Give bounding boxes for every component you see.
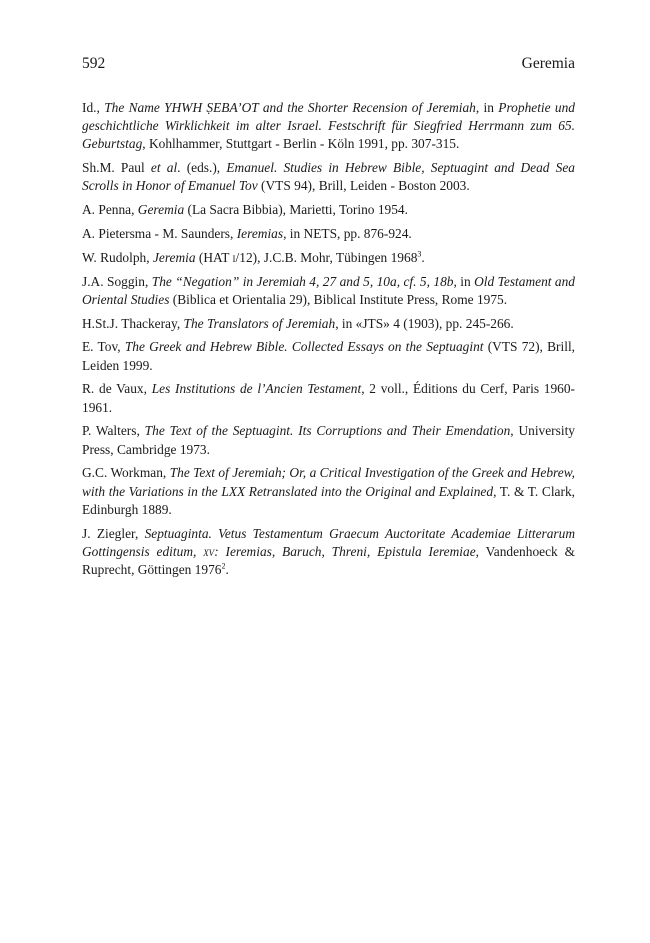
text-run: A. Pietersma - M. Saunders, <box>82 226 237 241</box>
edition-superscript: 3 <box>417 249 422 259</box>
italic-title-run: Les Institutions de l’Ancien Testament <box>151 381 362 397</box>
text-run: , in <box>475 100 499 115</box>
text-run: J.A. Soggin, <box>82 273 152 289</box>
italic-title-run: xv <box>203 543 215 559</box>
italic-title-run: The Name YHWH ṢEBA’OT and the Shorter Recension of Jeremiah <box>104 100 476 115</box>
italic-title-run: Prophetie und geschichtliche Wirklichkeit im alter Israel. Festschrift für Siegfried Herrmann zum 65. Geburtstag <box>82 100 576 152</box>
text-run: . <box>421 249 425 265</box>
bibliography-entry <box>82 99 575 154</box>
italic-title-run: The Translators of Jeremiah <box>183 315 336 331</box>
bibliography-list <box>82 99 575 579</box>
text-run: (La Sacra Bibbia), Marietti, Torino 1954. <box>184 202 408 218</box>
text-run: G.C. Workman, <box>82 465 170 481</box>
text-run: , in NETS, pp. 876-924. <box>283 226 412 241</box>
italic-title-run: Old Testament and Oriental Studies <box>82 273 575 307</box>
text-run: , in «JTS» 4 (1903), pp. 245-266. <box>335 315 514 331</box>
text-run: /12), J.C.B. Mohr, Tübingen 1968 <box>235 249 418 265</box>
italic-title-run: : Ieremias, Baruch, Threni, Epistula Ieremiae <box>214 543 476 559</box>
bibliography-entry <box>82 159 575 195</box>
text-run: P. Walters, <box>82 423 145 439</box>
text-run: (HAT <box>195 249 233 265</box>
text-run: H.St.J. Thackeray, <box>82 315 184 331</box>
text-run: Sh.M. Paul <box>82 160 151 176</box>
italic-title-run: The Text of Jeremiah; Or, a Critical Investigation of the Greek and Hebrew, with the Variations in the LXX Retranslated into the Original and Explained <box>82 465 575 499</box>
text-run: (VTS 72), Brill, Leiden 1999. <box>82 339 576 373</box>
bibliography-entry <box>82 249 575 267</box>
text-run: A. Penna, <box>82 202 138 218</box>
bibliography-entry <box>82 422 575 458</box>
bibliography-entry <box>82 464 575 519</box>
text-run: , University Press, Cambridge 1973. <box>82 423 575 457</box>
text-run: , T. & T. Clark, Edinburgh 1889. <box>82 483 575 517</box>
text-run: W. Rudolph, <box>82 249 153 265</box>
text-run: . <box>225 562 229 577</box>
bibliography-entry <box>82 525 575 580</box>
italic-title-run: The Greek and Hebrew Bible. Collected Essays on the Septuagint <box>124 339 484 355</box>
text-run: , Vandenhoeck & Ruprecht, Göttingen 1976 <box>82 543 575 577</box>
edition-superscript: 2 <box>221 561 226 571</box>
bibliography-entry <box>82 273 575 309</box>
bibliography-entry <box>82 201 575 219</box>
running-title: Geremia <box>521 55 575 72</box>
italic-title-run: Septuaginta. Vetus Testamentum Graecum Auctoritate Academiae Litterarum Gottingensis editum, <box>82 525 575 559</box>
italic-title-run: Emanuel. Studies in Hebrew Bible, Septuagint and Dead Sea Scrolls in Honor of Emanuel Tov <box>82 160 575 194</box>
running-head <box>82 54 575 74</box>
bibliography-entry <box>82 315 575 333</box>
italic-title-run: The “Negation” in Jeremiah 4, 27 and 5, 10a, cf. 5, 18b <box>151 273 454 289</box>
text-run: E. Tov, <box>82 339 125 355</box>
italic-title-run: Ieremias <box>236 226 284 241</box>
book-page <box>82 54 575 585</box>
italic-title-run: Jeremia <box>152 249 196 265</box>
text-run: , Kohlhammer, Stuttgart - Berlin - Köln 1991, pp. 307-315. <box>142 136 460 152</box>
text-run: i <box>232 249 236 265</box>
bibliography-entry <box>82 380 575 416</box>
bibliography-entry <box>82 225 575 243</box>
text-run: J. Ziegler, <box>82 525 145 541</box>
text-run: (VTS 94), Brill, Leiden - Boston 2003. <box>257 178 470 194</box>
text-run: . (eds.), <box>177 160 227 176</box>
text-run: , 2 voll., Éditions du Cerf, Paris 1960-1961. <box>82 381 575 415</box>
page-number: 592 <box>82 55 106 72</box>
text-run: R. de Vaux, <box>82 381 152 397</box>
italic-title-run: The Text of the Septuagint. Its Corruptions and Their Emendation <box>144 423 511 439</box>
text-run: , in <box>453 273 475 289</box>
italic-title-run: et al <box>150 160 178 176</box>
italic-title-run: Geremia <box>137 202 185 218</box>
bibliography-entry <box>82 338 575 374</box>
text-run: Id., <box>82 100 105 115</box>
text-run: (Biblica et Orientalia 29), Biblical Institute Press, Rome 1975. <box>169 291 508 307</box>
